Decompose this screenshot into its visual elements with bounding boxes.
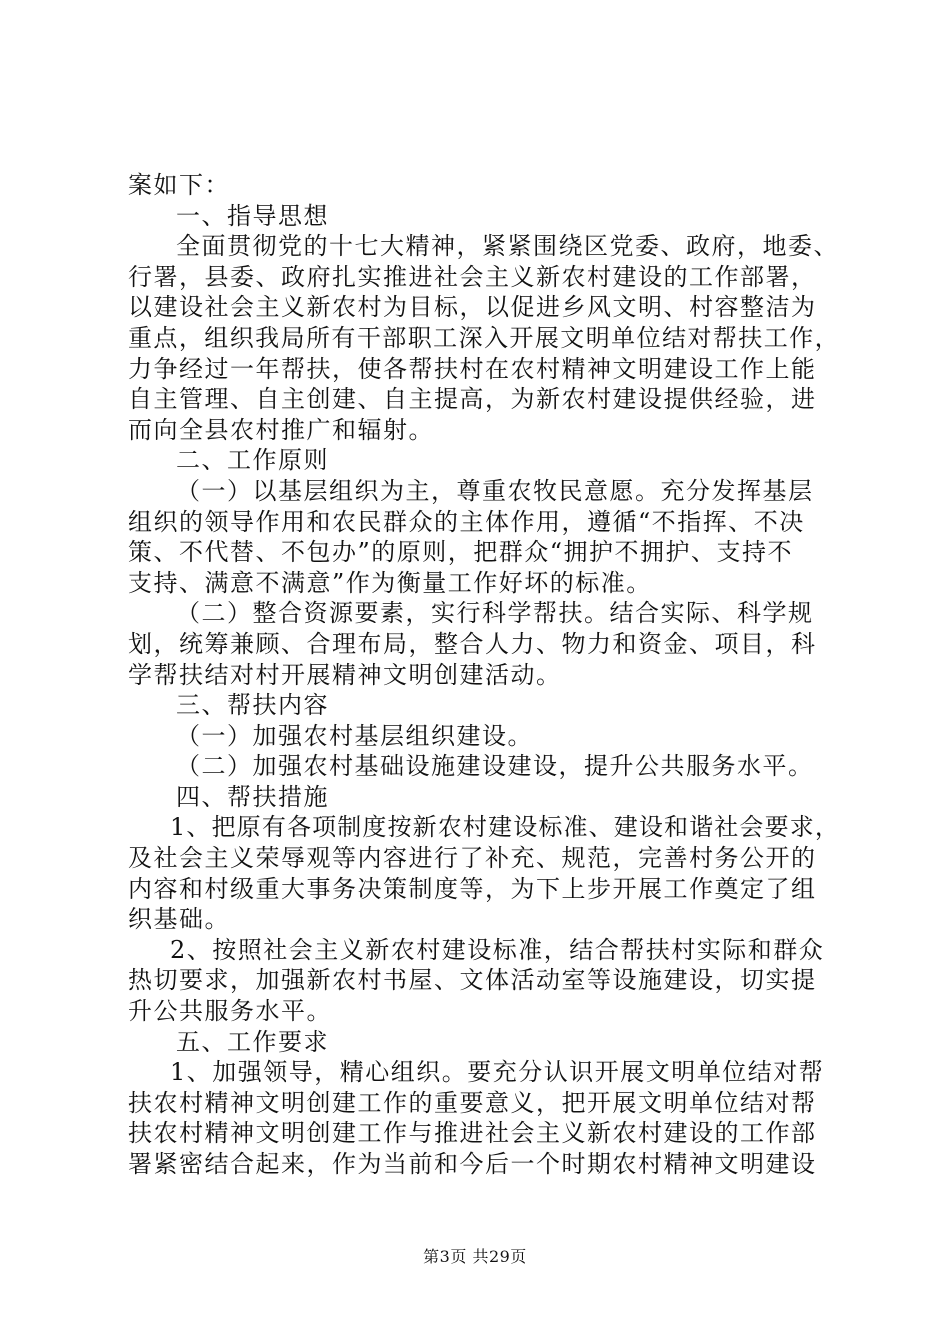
text-line: 署紧密结合起来，作为当前和今后一个时期农村精神文明建设 [128,1150,817,1178]
text-line: 策、不代替、不包办”的原则，把群众“拥护不拥护、支持不 [128,538,794,567]
text-line: （一）加强农村基层组织建设。 [176,721,533,750]
text-line: 组织的领导作用和农民群众的主体作用，遵循“不指挥、不决 [128,507,805,536]
text-line: 全面贯彻党的十七大精神，紧紧围绕区党委、政府，地委、 [176,232,839,261]
text-line: 划，统筹兼顾、合理布局，整合人力、物力和资金、项目，科 [128,629,817,658]
text-line: 案如下： [128,171,230,199]
text-line: 而向全县农村推广和辐射。 [128,415,434,444]
text-line: 自主管理、自主创建、自主提高，为新农村建设提供经验，进 [128,385,817,414]
text-line: 1、加强领导，精心组织。要充分认识开展文明单位结对帮 [170,1058,825,1087]
text-line: 扶农村精神文明创建工作与推进社会主义新农村建设的工作部 [128,1119,817,1148]
text-line: 行署，县委、政府扎实推进社会主义新农村建设的工作部署， [128,262,817,291]
section-heading: 五、工作要求 [176,1027,329,1056]
text-line: 重点，组织我局所有干部职工深入开展文明单位结对帮扶工作， [128,323,840,352]
text-line: 以建设社会主义新农村为目标，以促进乡风文明、村容整洁为 [128,293,817,322]
text-line: （二）整合资源要素，实行科学帮扶。结合实际、科学规 [176,599,814,628]
document-body [128,170,840,1180]
section-heading: 三、帮扶内容 [176,691,329,720]
text-line: 学帮扶结对村开展精神文明创建活动。 [128,660,562,689]
section-heading: 二、工作原则 [176,446,329,475]
text-line: （一）以基层组织为主，尊重农牧民意愿。充分发挥基层 [176,476,814,505]
text-line: 升公共服务水平。 [128,997,332,1026]
text-line: 及社会主义荣辱观等内容进行了补充、规范，完善村务公开的 [128,844,817,873]
text-line: 1、把原有各项制度按新农村建设标准、建设和谐社会要求， [170,813,840,842]
text-line: 热切要求，加强新农村书屋、文体活动室等设施建设，切实提 [128,966,817,995]
text-line: 力争经过一年帮扶，使各帮扶村在农村精神文明建设工作上能 [128,354,817,383]
page-number-footer: 第3页 共29页 [423,1247,527,1266]
text-line: 织基础。 [128,905,230,934]
text-line: 扶农村精神文明创建工作的重要意义，把开展文明单位结对帮 [128,1088,817,1117]
section-heading: 四、帮扶措施 [176,782,329,811]
text-line: 2、按照社会主义新农村建设标准，结合帮扶村实际和群众 [170,935,825,964]
text-line: 内容和村级重大事务决策制度等，为下上步开展工作奠定了组 [128,874,817,903]
section-heading: 一、指导思想 [176,201,329,230]
text-line: （二）加强农村基础设施建设建设，提升公共服务水平。 [176,752,814,781]
text-line: 支持、满意不满意”作为衡量工作好坏的标准。 [128,568,652,597]
